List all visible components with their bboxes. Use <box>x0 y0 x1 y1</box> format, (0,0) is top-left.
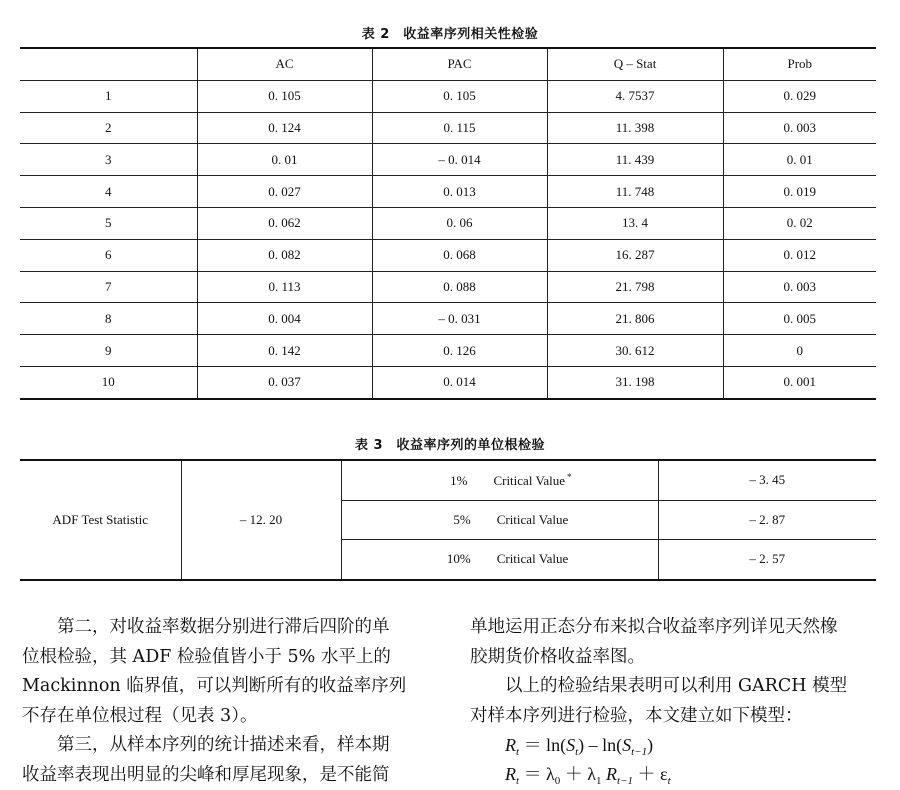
table-cell: 0. 142 <box>197 335 372 367</box>
critical-mark: * <box>567 471 572 482</box>
critical-text: Critical Value <box>496 551 569 567</box>
table-cell: 0. 068 <box>372 239 547 271</box>
text-line: 第二，对收益率数据分别进行滞后四阶的单 <box>22 617 390 637</box>
table-cell: 0. 01 <box>197 144 372 176</box>
table-cell: 0. 113 <box>197 271 372 303</box>
table-cell: 13. 4 <box>547 207 723 239</box>
table-cell: 21. 806 <box>547 303 723 335</box>
table-cell: 0. 088 <box>372 271 547 303</box>
table-cell: 0. 014 <box>372 366 547 398</box>
equation-return: $R_t = \ln(S_t) - \ln(S_{t-1})$ <box>505 735 654 758</box>
table-cell <box>20 48 197 80</box>
table-cell: 0. 037 <box>197 366 372 398</box>
critical-pct: 1% <box>450 472 468 488</box>
left-column-text <box>22 613 432 790</box>
table3-caption: 表 3 收益率序列的单位根检验 <box>354 438 546 453</box>
table-cell: 31. 198 <box>547 366 723 398</box>
table-cell: 0. 02 <box>723 207 876 239</box>
adf-statistic: – 12. 20 <box>181 460 341 580</box>
table-cell: 4 <box>20 176 197 208</box>
table-cell: 21. 798 <box>547 271 723 303</box>
table-row <box>20 239 876 271</box>
table-cell: 4. 7537 <box>547 80 723 112</box>
table-row <box>20 271 876 303</box>
text-line: 以上的检验结果表明可以利用 GARCH 模型 <box>470 676 848 696</box>
table-row <box>20 303 876 335</box>
table-cell: 6 <box>20 239 197 271</box>
table-cell: 0. 082 <box>197 239 372 271</box>
table-cell: 2 <box>20 112 197 144</box>
table-cell: Q – Stat <box>547 48 723 80</box>
critical-text: Critical Value <box>493 472 566 488</box>
table-cell: 5 <box>20 207 197 239</box>
critical-pct: 5% <box>453 511 471 527</box>
table-cell: 3 <box>20 144 197 176</box>
critical-value: – 3. 45 <box>658 460 876 500</box>
text-line: 对样本序列进行检验，本文建立如下模型： <box>470 705 803 726</box>
table-row <box>20 80 876 112</box>
critical-pct: 10% <box>446 551 471 567</box>
text-line: 第三，从样本序列的统计描述来看，样本期 <box>22 735 390 755</box>
table-cell: 0. 001 <box>723 366 876 398</box>
table-cell: 0 <box>723 335 876 367</box>
table-cell: 11. 748 <box>547 176 723 208</box>
text-line: 收益率表现出明显的尖峰和厚尾现象，是不能简 <box>22 764 390 785</box>
text-line: 单地运用正态分布来拟合收益率序列详见天然橡 <box>470 617 838 637</box>
table-cell: 0. 003 <box>723 112 876 144</box>
critical-value: – 2. 87 <box>658 500 876 540</box>
text-line: 位根检验，其 ADF 检验值皆小于 5% 水平上的 <box>22 646 391 667</box>
table-cell: 0. 029 <box>723 80 876 112</box>
table-cell: 0. 062 <box>197 207 372 239</box>
table-cell: 10 <box>101 374 115 390</box>
table-cell: 0. 013 <box>372 176 547 208</box>
table-cell: 11. 398 <box>547 112 723 144</box>
table-cell: PAC <box>372 48 547 80</box>
text-line: 胶期货价格收益率图。 <box>470 646 645 667</box>
table-cell: 0. 005 <box>723 303 876 335</box>
critical-label <box>341 460 658 500</box>
unit-root-table <box>20 459 876 581</box>
table-cell: 0. 115 <box>372 112 547 144</box>
text-line: 不存在单位根过程（见表 3）。 <box>22 705 258 726</box>
critical-value: – 2. 57 <box>658 540 876 580</box>
table-cell: – 0. 031 <box>372 303 547 335</box>
table-cell: 0. 019 <box>723 176 876 208</box>
table-cell: 0. 06 <box>372 207 547 239</box>
table-cell: 8 <box>20 303 197 335</box>
table-row <box>20 366 876 398</box>
table-cell: 0. 003 <box>723 271 876 303</box>
table-row <box>20 144 876 176</box>
table-cell: 0. 01 <box>723 144 876 176</box>
right-column-text <box>470 613 885 731</box>
table-cell: 0. 012 <box>723 239 876 271</box>
table-header-row <box>20 48 876 80</box>
autocorrelation-table <box>20 47 876 400</box>
table-cell: 9 <box>20 335 197 367</box>
table-row <box>20 335 876 367</box>
table-cell: 0. 126 <box>372 335 547 367</box>
critical-text: Critical Value <box>496 511 569 527</box>
critical-label <box>341 500 658 540</box>
table-cell: AC <box>197 48 372 80</box>
table-cell: 0. 124 <box>197 112 372 144</box>
table-cell: 7 <box>20 271 197 303</box>
critical-label <box>341 540 658 580</box>
adf-label: ADF Test Statistic <box>52 511 149 527</box>
table-row <box>20 207 876 239</box>
table-cell: 0. 105 <box>372 80 547 112</box>
table2-caption: 表 2 收益率序列相关性检验 <box>361 27 539 42</box>
table-row <box>20 112 876 144</box>
table-cell: 1 <box>20 80 197 112</box>
table-cell: 0. 027 <box>197 176 372 208</box>
table-row <box>20 176 876 208</box>
table-cell: Prob <box>723 48 876 80</box>
table-cell: 0. 105 <box>197 80 372 112</box>
equation-mean: $R_t = \lambda_0 + \lambda_1$ $R_{t-1} + \varepsilon_t$ <box>505 764 671 787</box>
table-cell: 16. 287 <box>547 239 723 271</box>
table-cell: 0. 004 <box>197 303 372 335</box>
text-line: Mackinnon 临界值，可以判断所有的收益率序列 <box>22 676 407 696</box>
table-cell: 30. 612 <box>547 335 723 367</box>
table-cell: 11. 439 <box>547 144 723 176</box>
table-cell: – 0. 014 <box>372 144 547 176</box>
